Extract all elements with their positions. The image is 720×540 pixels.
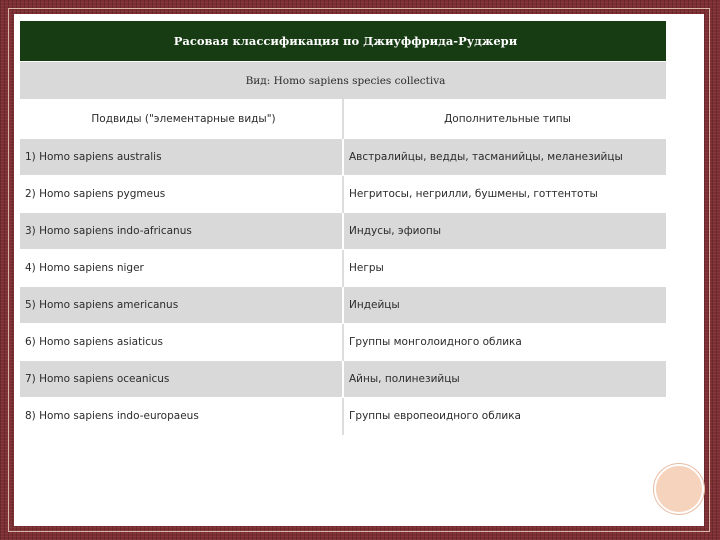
types-cell: Австралийцы, ведды, тасманийцы, меланезийцы <box>343 139 667 176</box>
subspecies-cell: 8) Homo sapiens indo-europaeus <box>20 398 344 435</box>
types-cell: Группы европеоидного облика <box>343 398 667 435</box>
slide <box>14 14 704 526</box>
subspecies-cell: 2) Homo sapiens pygmeus <box>20 176 344 213</box>
table-title: Расовая классификация по Джиуффрида-Руджери <box>20 21 667 62</box>
table-row <box>20 361 667 398</box>
table-row <box>20 213 667 250</box>
subspecies-cell: 3) Homo sapiens indo-africanus <box>20 213 344 250</box>
table-row <box>20 324 667 361</box>
header-additional-types: Дополнительные типы <box>343 100 667 139</box>
subspecies-cell: 5) Homo sapiens americanus <box>20 287 344 324</box>
table-row <box>20 398 667 435</box>
classification-table <box>19 20 667 435</box>
subspecies-cell: 4) Homo sapiens niger <box>20 250 344 287</box>
table-row <box>20 176 667 213</box>
subspecies-cell: 6) Homo sapiens asiaticus <box>20 324 344 361</box>
subspecies-cell: 1) Homo sapiens australis <box>20 139 344 176</box>
types-cell: Группы монголоидного облика <box>343 324 667 361</box>
species-label: Вид: Homo sapiens species collectiva <box>20 62 667 100</box>
table-row <box>20 250 667 287</box>
types-cell: Индейцы <box>343 287 667 324</box>
decorative-circle <box>654 464 704 514</box>
table-row <box>20 287 667 324</box>
types-cell: Негритосы, негрилли, бушмены, готтентоты <box>343 176 667 213</box>
header-subspecies: Подвиды ("элементарные виды") <box>20 100 344 139</box>
types-cell: Индусы, эфиопы <box>343 213 667 250</box>
types-cell: Негры <box>343 250 667 287</box>
table-row <box>20 139 667 176</box>
types-cell: Айны, полинезийцы <box>343 361 667 398</box>
subspecies-cell: 7) Homo sapiens oceanicus <box>20 361 344 398</box>
